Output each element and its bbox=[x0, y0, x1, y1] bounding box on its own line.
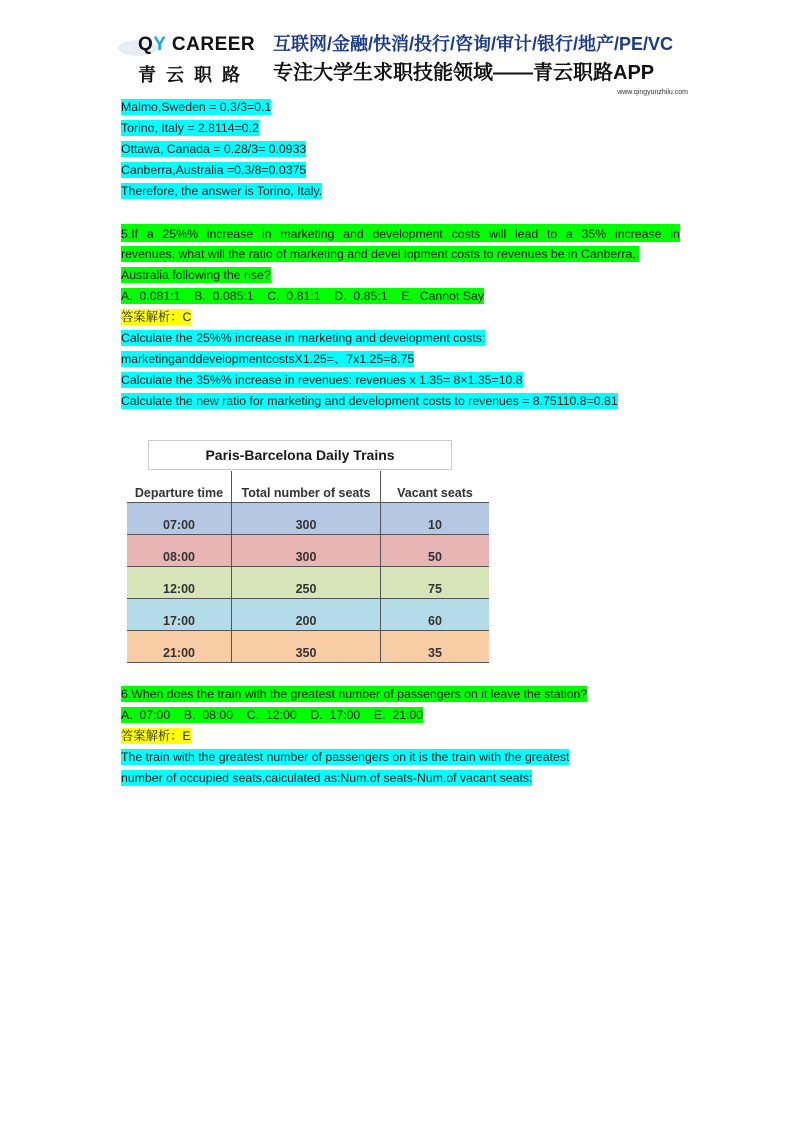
total-seats-cell: 350 bbox=[232, 631, 381, 663]
text: The train with the greatest number of passengers on it is the train with the greatest bbox=[121, 750, 570, 764]
q5-explanation-line bbox=[121, 329, 485, 347]
text: Canberra,Australia =0.3/8=0.0375 bbox=[121, 163, 307, 177]
text: Australia following the rise? bbox=[121, 268, 271, 282]
vacant-seats-cell: 75 bbox=[381, 567, 490, 599]
vacant-seats-cell: 10 bbox=[381, 503, 490, 535]
q6-explanation-line bbox=[121, 769, 532, 787]
text: Calculate the new ratio for marketing and development costs to revenues = 8.75110.8=0.81 bbox=[121, 394, 618, 408]
total-seats-cell: 300 bbox=[232, 535, 381, 567]
word: costs bbox=[451, 227, 481, 241]
word: increase bbox=[206, 227, 254, 241]
logo-y: Y bbox=[153, 34, 167, 55]
word: lead bbox=[514, 227, 539, 241]
total-seats-cell: 300 bbox=[232, 503, 381, 535]
word: marketing bbox=[280, 227, 335, 241]
trains-table bbox=[127, 471, 489, 663]
word: in bbox=[670, 227, 680, 241]
table-row bbox=[127, 567, 489, 599]
q5-question-line1 bbox=[121, 224, 680, 242]
total-seats-cell: 250 bbox=[232, 567, 381, 599]
text: Calculate the 25%% increase in marketing and development costs: bbox=[121, 331, 486, 345]
word: and bbox=[343, 227, 364, 241]
prev-answer-line bbox=[121, 119, 259, 137]
q5-explanation-line bbox=[121, 350, 414, 368]
word: a bbox=[565, 227, 573, 241]
departure-time-cell: 12:00 bbox=[127, 567, 232, 599]
text: revenues, what will the ratio of marketing and devel lopment costs to revenues be in Canberra,. bbox=[121, 247, 640, 261]
text: A. 0.081:1 B. 0.085:1 C. 0.81:1 D. 0.85:1 E. Cannot Say bbox=[121, 289, 484, 303]
word: a bbox=[146, 227, 154, 241]
logo-rest: CAREER bbox=[166, 34, 256, 55]
vacant-seats-cell: 50 bbox=[381, 535, 490, 567]
prev-answer-line bbox=[121, 161, 306, 179]
table-row bbox=[127, 535, 489, 567]
q5-answer bbox=[121, 308, 191, 326]
text: Ottawa, Canada = 0.28/3= 0.0933 bbox=[121, 142, 307, 156]
q6-answer bbox=[121, 727, 191, 745]
table-header-row bbox=[127, 471, 489, 503]
word: to bbox=[546, 227, 558, 241]
prev-answer-line bbox=[121, 98, 271, 116]
departure-time-cell: 17:00 bbox=[127, 599, 232, 631]
departure-time-cell: 21:00 bbox=[127, 631, 232, 663]
column-header: Vacant seats bbox=[381, 471, 490, 503]
header-url: www.qingyunzhilu.com bbox=[617, 89, 688, 96]
prev-answer-conclusion bbox=[121, 182, 322, 200]
header-tagline-industries: 互联网/金融/快消/投行/咨询/审计/银行/地产/PE/VC bbox=[273, 34, 674, 54]
logo bbox=[138, 34, 255, 56]
word: development bbox=[372, 227, 443, 241]
q5-question-line2 bbox=[121, 245, 639, 263]
logo-q: Q bbox=[138, 34, 154, 55]
trains-table-image bbox=[124, 436, 489, 660]
q6-explanation-line bbox=[121, 748, 569, 766]
total-seats-cell: 200 bbox=[232, 599, 381, 631]
word: increase bbox=[614, 227, 662, 241]
vacant-seats-cell: 60 bbox=[381, 599, 490, 631]
table-title: Paris-Barcelona Daily Trains bbox=[148, 440, 452, 470]
q6-options bbox=[121, 706, 423, 724]
q5-options bbox=[121, 287, 484, 305]
prev-answer-line bbox=[121, 140, 306, 158]
word: 25%% bbox=[162, 227, 199, 241]
text: 答案解析：E bbox=[121, 729, 191, 743]
word: 35% bbox=[581, 227, 607, 241]
text: Therefore, the answer is Torino, Italy. bbox=[121, 184, 323, 198]
text: number of occupied seats,calculated as:Num.of seats-Num.of vacant seats: bbox=[121, 771, 533, 785]
text: A. 07:00 B. 08:00 C. 12:00 D. 17:00 E. 21:00 bbox=[121, 708, 424, 722]
word: 5.If bbox=[121, 227, 139, 241]
text: 答案解析：C bbox=[121, 310, 192, 324]
word: will bbox=[489, 227, 507, 241]
column-header: Total number of seats bbox=[232, 471, 381, 503]
departure-time-cell: 08:00 bbox=[127, 535, 232, 567]
q5-question-line3 bbox=[121, 266, 271, 284]
page-header bbox=[118, 30, 688, 100]
table-row bbox=[127, 503, 489, 535]
q5-explanation-line bbox=[121, 371, 523, 389]
text: marketinganddevelopmentcostsX1.25=、7x1.25=8.75 bbox=[121, 352, 415, 366]
departure-time-cell: 07:00 bbox=[127, 503, 232, 535]
text: Torino, Italy = 2.8114=0.2 bbox=[121, 121, 259, 135]
text: Calculate the 35%% increase in revenues: revenues x 1.35= 8×1.35=10.8 bbox=[121, 373, 523, 387]
word: in bbox=[262, 227, 272, 241]
q5-explanation-line bbox=[121, 392, 618, 410]
header-tagline-app: 专注大学生求职技能领域——青云职路APP bbox=[273, 62, 655, 84]
logo-chinese: 青云职路 bbox=[138, 65, 250, 85]
vacant-seats-cell: 35 bbox=[381, 631, 490, 663]
text: Malmo,Sweden = 0.3/3=0.1 bbox=[121, 100, 272, 114]
column-header: Departure time bbox=[127, 471, 232, 503]
table-row bbox=[127, 631, 489, 663]
text: 6.When does the train with the greatest number of passengers on it leave the station? bbox=[121, 687, 588, 701]
q6-question bbox=[121, 685, 587, 703]
table-row bbox=[127, 599, 489, 631]
